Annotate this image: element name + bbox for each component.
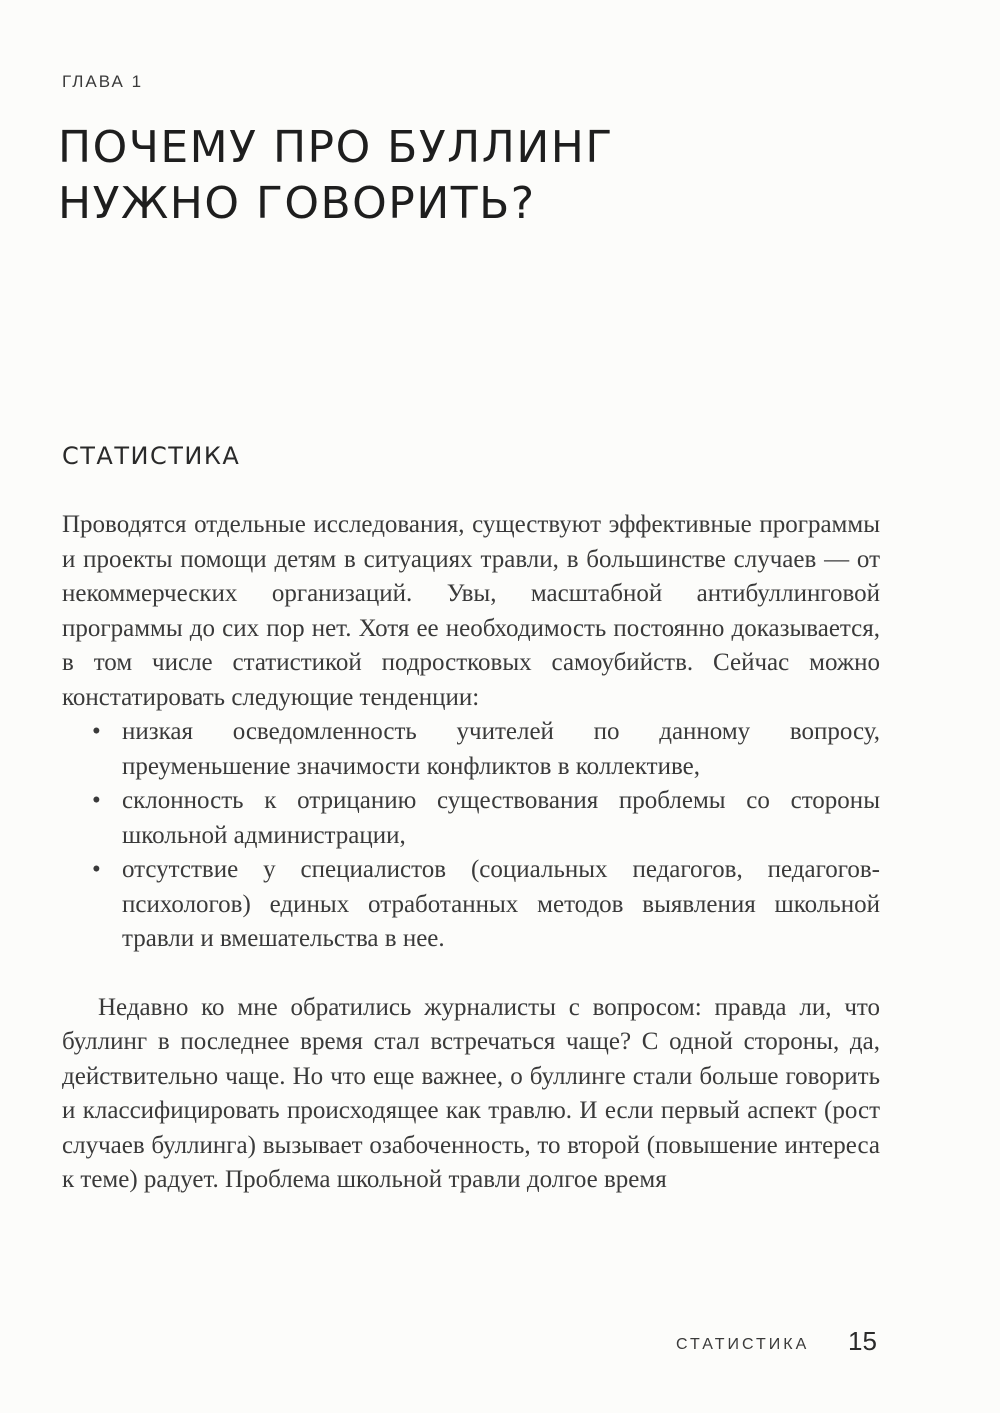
chapter-title-line-2: НУЖНО ГОВОРИТЬ? [58,178,536,229]
list-item-text: низкая осведомленность учителей по данному вопросу, преуменьшение значимости конфликтов в коллективе, [122,718,880,780]
trend-list [62,715,880,957]
body-text [62,508,880,1198]
bullet-icon: • [92,718,101,745]
paragraph-journalists: Недавно ко мне обратились журналисты с вопросом: правда ли, что буллинг в последнее время стал встречаться чаще? С одной стороны, да, действительно чаще. Но что еще важнее, о буллинге стали больше говорить и классифицировать происходящее как травлю. И если первый аспект (рост случаев буллинга) вызывает озабоченность, то второй (повышение интереса к теме) радует. Проблема школьной травли долгое время [62,993,880,1193]
running-footer-title: СТАТИСТИКА [676,1336,810,1353]
list-item [62,853,880,957]
page-number: 15 [848,1326,877,1356]
list-item-text: склонность к отрицанию существования проблемы со стороны школьной администрации, [122,787,880,849]
list-item [62,784,880,853]
paragraph-intro: Проводятся отдельные исследования, существуют эффективные программы и проекты помощи детям в ситуациях травли, в большинстве случаев — от некоммерческих организаций. Увы, масштабной антибуллинговой программы до сих пор нет. Хотя ее необходимость постоянно доказывается, в том числе статистикой подростковых самоубийств. Сейчас можно констатировать следующие тенденции: [62,511,880,711]
chapter-title-line-1: ПОЧЕМУ ПРО БУЛЛИНГ [58,122,614,173]
bullet-icon: • [92,787,101,814]
list-item-text: отсутствие у специалистов (социальных педагогов, педагогов-психологов) единых отработанных методов выявления школьной травли и вмешательства в нее. [122,856,880,952]
chapter-label: ГЛАВА 1 [62,72,144,91]
section-heading: СТАТИСТИКА [62,442,241,470]
bullet-icon: • [92,856,101,883]
chapter-title [58,120,938,232]
list-item [62,715,880,784]
